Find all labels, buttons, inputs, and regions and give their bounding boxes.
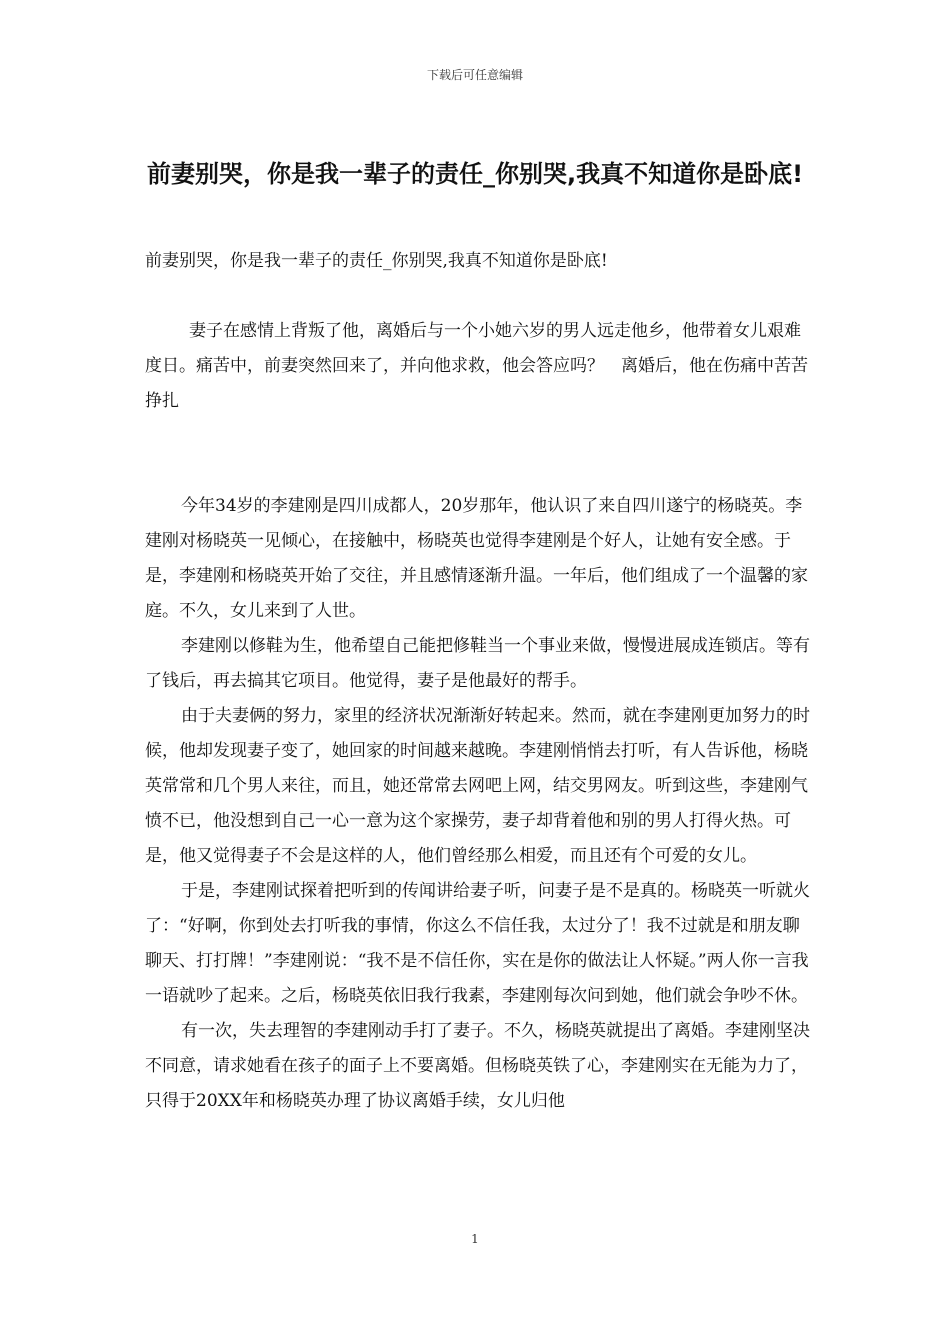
body-paragraph-1: 今年34岁的李建刚是四川成都人，20岁那年，他认识了来自四川遂宁的杨晓英。李建刚对杨晓英一见倾心，在接触中，杨晓英也觉得李建刚是个好人，让她有安全感。于是，李建刚和杨晓英开始了交往，并且感情逐渐升温。一年后，他们组成了一个温馨的家庭。不久，女儿来到了人世。	[145, 496, 808, 621]
body-paragraph-2: 李建刚以修鞋为生，他希望自己能把修鞋当一个事业来做，慢慢进展成连锁店。等有了钱后，再去搞其它项目。他觉得，妻子是他最好的帮手。	[145, 636, 810, 691]
page-number: 1	[471, 1232, 479, 1246]
header-note: 下载后可任意编辑	[426, 68, 523, 82]
document-body	[145, 244, 810, 1119]
document-title: 前妻别哭，你是我一辈子的责任_你别哭,我真不知道你是卧底!	[146, 160, 804, 188]
body-paragraph-3: 由于夫妻俩的努力，家里的经济状况渐渐好转起来。然而，就在李建刚更加努力的时候，他却发现妻子变了，她回家的时间越来越晚。李建刚悄悄去打听，有人告诉他，杨晓英常常和几个男人来往，而且，她还常常去网吧上网，结交男网友。听到这些，李建刚气愤不已，他没想到自己一心一意为这个家操劳，妻子却背着他和别的男人打得火热。可是，他又觉得妻子不会是这样的人，他们曾经那么相爱，而且还有个可爱的女儿。	[145, 706, 810, 866]
intro-paragraph: 妻子在感情上背叛了他，离婚后与一个小她六岁的男人远走他乡，他带着女儿艰难度日。痛苦中，前妻突然回来了，并向他求救，他会答应吗？ 离婚后，他在伤痛中苦苦挣扎	[145, 321, 808, 411]
body-paragraph-4: 于是，李建刚试探着把听到的传闻讲给妻子听，问妻子是不是真的。杨晓英一听就火了：“好啊，你到处去打听我的事情，你这么不信任我，太过分了！我不过就是和朋友聊聊天、打打牌！”李建刚说：“我不是不信任你，实在是你的做法让人怀疑。”两人你一言我一语就吵了起来。之后，杨晓英依旧我行我素，李建刚每次问到她，他们就会争吵不休。	[145, 881, 810, 1006]
body-paragraph-5: 有一次，失去理智的李建刚动手打了妻子。不久，杨晓英就提出了离婚。李建刚坚决不同意，请求她看在孩子的面子上不要离婚。但杨晓英铁了心，李建刚实在无能为力了，只得于20XX年和杨晓英办理了协议离婚手续，女儿归他	[145, 1021, 810, 1111]
document-subtitle: 前妻别哭，你是我一辈子的责任_你别哭,我真不知道你是卧底!	[145, 251, 608, 271]
